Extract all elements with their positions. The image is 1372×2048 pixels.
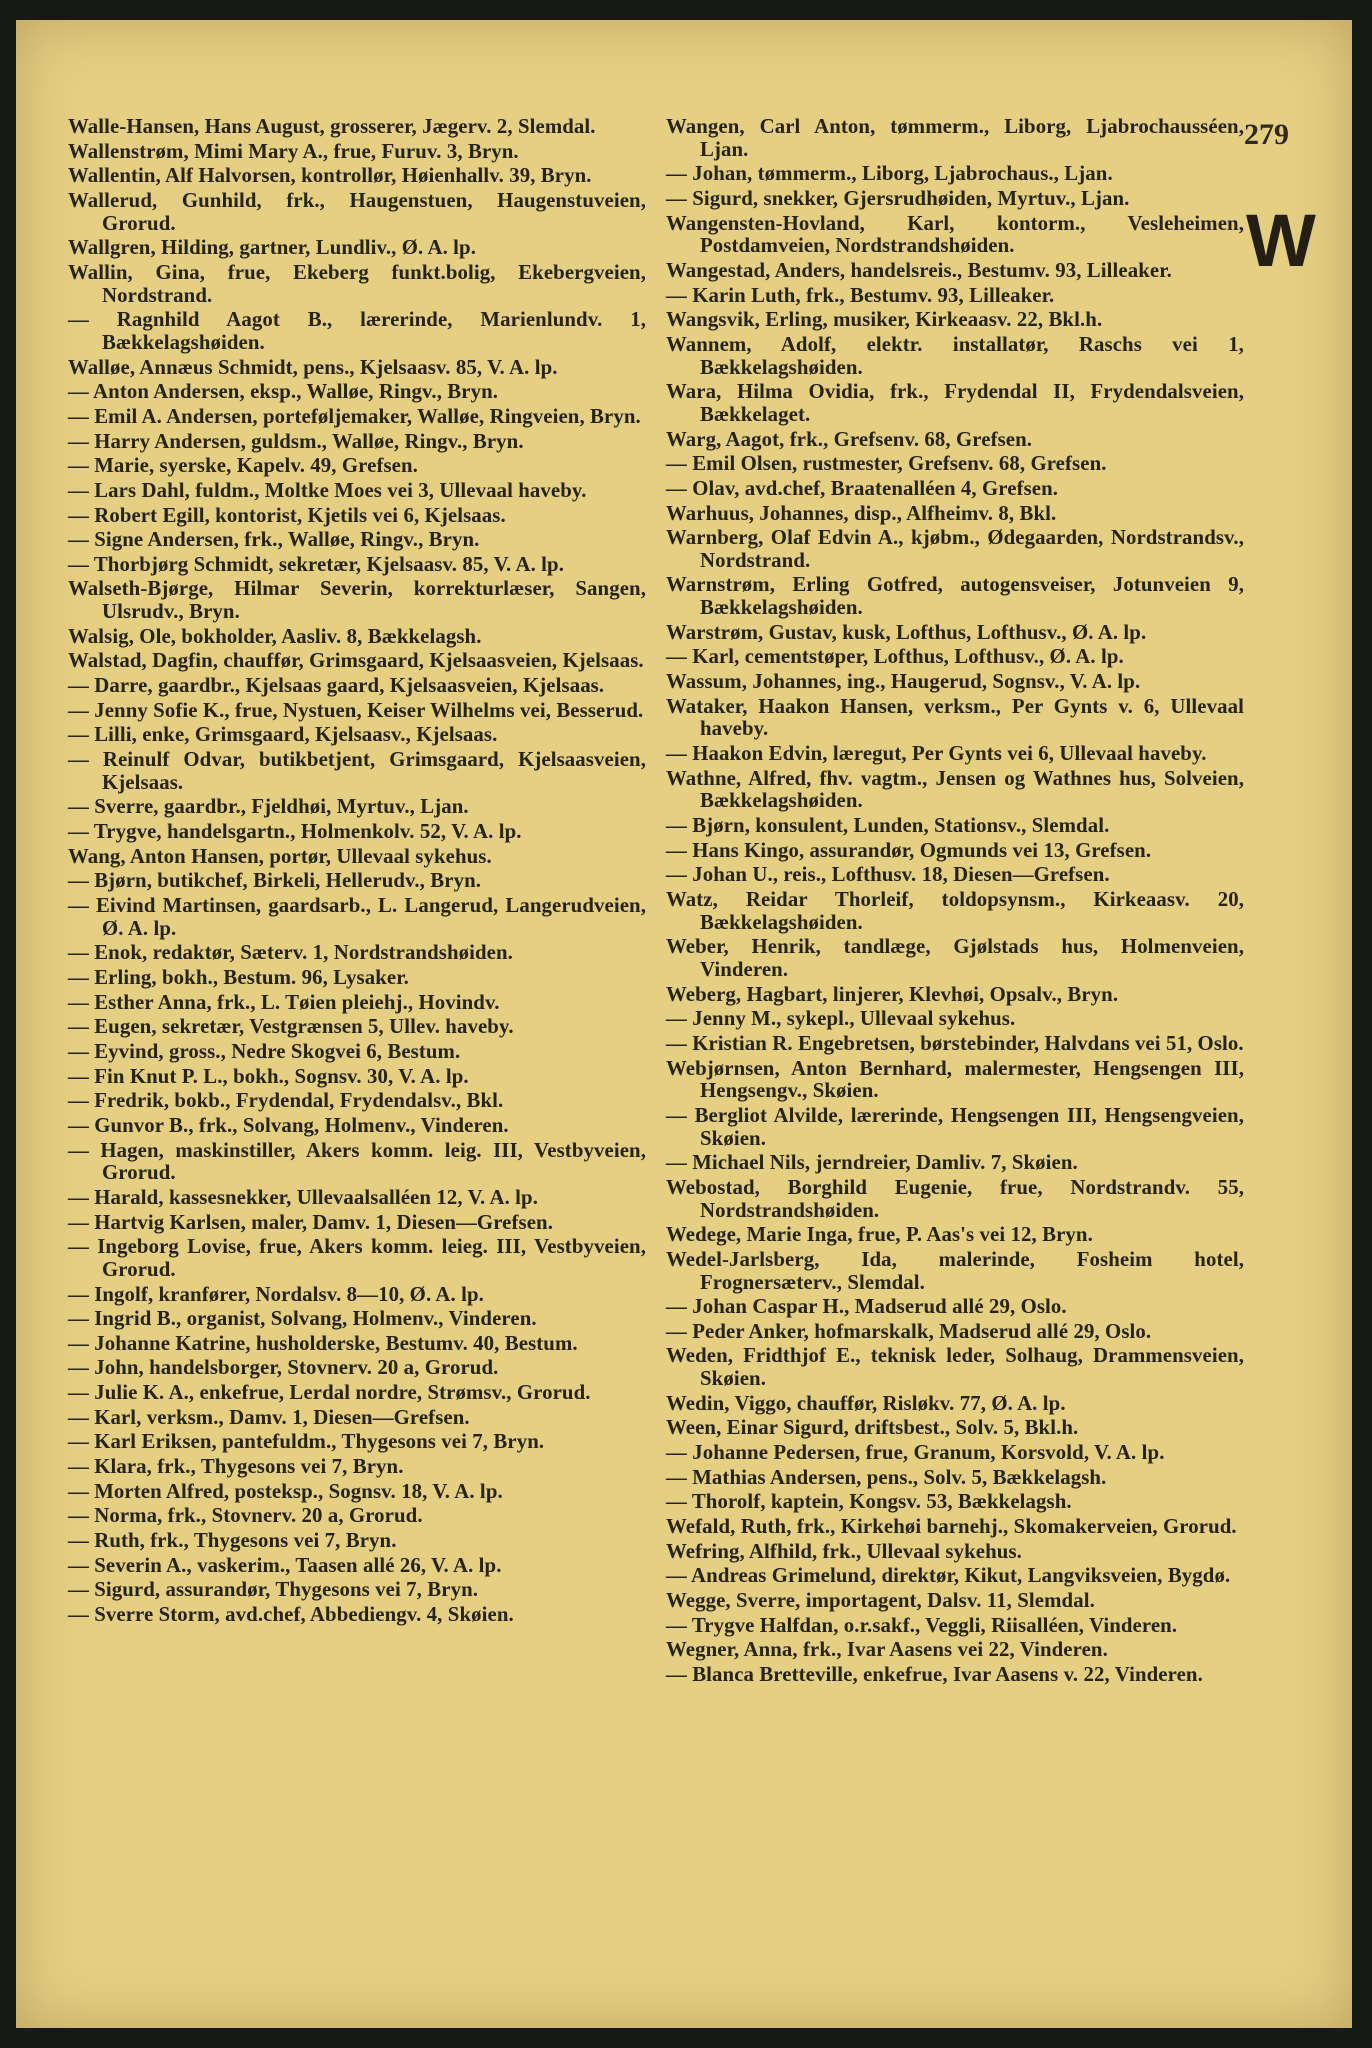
directory-entry: Ween, Einar Sigurd, driftsbest., Solv. 5, Bkl.h. [666, 1416, 1079, 1440]
directory-entry: Wegge, Sverre, importagent, Dalsv. 11, Slemdal. [666, 1589, 1095, 1613]
directory-entry: Webjørnsen, Anton Bernhard, malermester, Hengsengen III, Hengsengv., Skøien. [666, 1056, 1244, 1103]
directory-entry: — Ingolf, kranfører, Nordalsv. 8—10, Ø. A. lp. [68, 1282, 484, 1306]
directory-entry: Walsig, Ole, bokholder, Aasliv. 8, Bækkelagsh. [68, 624, 482, 648]
directory-entry: Wefring, Alfhild, frk., Ullevaal sykehus. [666, 1539, 1022, 1563]
directory-entry: Wallgren, Hilding, gartner, Lundliv., Ø. A. lp. [68, 236, 477, 260]
directory-entry: — Sverre Storm, avd.chef, Abbediengv. 4, Skøien. [68, 1603, 514, 1627]
directory-entry: — Mathias Andersen, pens., Solv. 5, Bækkelagsh. [666, 1465, 1107, 1489]
directory-entry: — Erling, bokh., Bestum. 96, Lysaker. [68, 965, 409, 989]
directory-entry: Wedin, Viggo, chauffør, Risløkv. 77, Ø. A. lp. [666, 1391, 1066, 1415]
directory-entry: Warhuus, Johannes, disp., Alfheimv. 8, Bkl. [666, 501, 1057, 525]
directory-entry: Weber, Henrik, tandlæge, Gjølstads hus, Holmenveien, Vinderen. [666, 935, 1244, 981]
directory-entry: — Jenny Sofie K., frue, Nystuen, Keiser Wilhelms vei, Besserud. [68, 698, 644, 722]
directory-entry: — Lars Dahl, fuldm., Moltke Moes vei 3, Ullevaal haveby. [68, 478, 587, 502]
directory-entry: — Michael Nils, jerndreier, Damliv. 7, Skøien. [666, 1151, 1078, 1175]
directory-entry: Walløe, Annæus Schmidt, pens., Kjelsaasv. 85, V. A. lp. [68, 355, 558, 379]
directory-entry: — Esther Anna, frk., L. Tøien pleiehj., Hovindv. [68, 990, 500, 1014]
directory-entry: — Severin A., vaskerim., Taasen allé 26, V. A. lp. [68, 1553, 502, 1577]
directory-entry: — Thorolf, kaptein, Kongsv. 53, Bækkelagsh. [666, 1490, 1072, 1514]
directory-entry: — Thorbjørg Schmidt, sekretær, Kjelsaasv. 85, V. A. lp. [68, 552, 565, 576]
directory-entry: Walle-Hansen, Hans August, grosserer, Jægerv. 2, Slemdal. [68, 115, 596, 138]
directory-entry: — Gunvor B., frk., Solvang, Holmenv., Vinderen. [68, 1113, 509, 1137]
directory-entry: — Ragnhild Aagot B., lærerinde, Marienlundv. 1, Bækkelagshøiden. [68, 308, 646, 354]
directory-entry: — Marie, syerske, Kapelv. 49, Grefsen. [68, 454, 418, 478]
directory-entry: Weberg, Hagbart, linjerer, Klevhøi, Opsalv., Bryn. [666, 982, 1119, 1006]
directory-entry: — Haakon Edvin, læregut, Per Gynts vei 6, Ullevaal haveby. [666, 742, 1207, 766]
directory-entry: — Peder Anker, hofmarskalk, Madserud allé 29, Oslo. [666, 1319, 1152, 1343]
directory-entry: — Hans Kingo, assurandør, Ogmunds vei 13, Grefsen. [666, 838, 1152, 862]
directory-entry: Wangsvik, Erling, musiker, Kirkeaasv. 22, Bkl.h. [666, 308, 1103, 332]
directory-entry: — Fredrik, bokb., Frydendal, Frydendalsv., Bkl. [68, 1089, 504, 1113]
directory-entry: Warnstrøm, Erling Gotfred, autogensveiser, Jotunveien 9, Bækkelagshøiden. [666, 573, 1244, 620]
directory-entry: — Karl, cementstøper, Lofthus, Lofthusv., Ø. A. lp. [666, 645, 1124, 669]
directory-entry: Wannem, Adolf, elektr. installatør, Raschs vei 1, Bækkelagshøiden. [666, 332, 1244, 379]
directory-entry: — Ruth, frk., Thygesons vei 7, Bryn. [68, 1529, 397, 1553]
directory-entry: — Johanne Katrine, husholderske, Bestumv. 40, Bestum. [68, 1331, 578, 1355]
directory-entry: Warg, Aagot, frk., Grefsenv. 68, Grefsen. [666, 427, 1033, 451]
directory-entry: — Kristian R. Engebretsen, børstebinder, Halvdans vei 51, Oslo. [666, 1031, 1244, 1055]
directory-entry: — Klara, frk., Thygesons vei 7, Bryn. [68, 1455, 404, 1479]
directory-entry: — Jenny M., sykepl., Ullevaal sykehus. [666, 1007, 1016, 1031]
directory-entry: Walseth-Bjørge, Hilmar Severin, korrekturlæser, Sangen, Ulsrudv., Bryn. [68, 577, 646, 624]
directory-entry: Wangestad, Anders, handelsreis., Bestumv. 93, Lilleaker. [666, 258, 1172, 282]
directory-entry: — Darre, gaardbr., Kjelsaas gaard, Kjelsaasveien, Kjelsaas. [68, 674, 605, 698]
directory-entry: — Eugen, sekretær, Vestgrænsen 5, Ullev. haveby. [68, 1015, 514, 1039]
directory-entry: — Karin Luth, frk., Bestumv. 93, Lilleaker. [666, 283, 1055, 307]
directory-entry: — Trygve, handelsgartn., Holmenkolv. 52, V. A. lp. [68, 820, 522, 844]
directory-entry: — Hagen, maskinstiller, Akers komm. leig. III, Vestbyveien, Grorud. [68, 1138, 646, 1185]
directory-entry: — Robert Egill, kontorist, Kjetils vei 6, Kjelsaas. [68, 503, 506, 527]
directory-entry: Walstad, Dagfin, chauffør, Grimsgaard, Kjelsaasveien, Kjelsaas. [68, 649, 644, 673]
directory-entry: Wangensten-Hovland, Karl, kontorm., Vesleheimen, Postdamveien, Nordstrandshøiden. [666, 211, 1244, 258]
directory-entry: — Bjørn, konsulent, Lunden, Stationsv., Slemdal. [666, 814, 1110, 838]
directory-entry: Weden, Fridthjof E., teknisk leder, Solhaug, Drammensveien, Skøien. [666, 1344, 1244, 1391]
directory-entry: — Bjørn, butikchef, Birkeli, Hellerudv., Bryn. [68, 869, 482, 893]
directory-entry: — Trygve Halfdan, o.r.sakf., Veggli, Riisalléen, Vinderen. [666, 1613, 1178, 1637]
directory-entry: Wallentin, Alf Halvorsen, kontrollør, Høienhallv. 39, Bryn. [68, 164, 592, 188]
directory-entry: — Enok, redaktør, Sæterv. 1, Nordstrandshøiden. [68, 941, 513, 965]
directory-entry: Wallenstrøm, Mimi Mary A., frue, Furuv. 3, Bryn. [68, 139, 519, 163]
directory-entry: Wassum, Johannes, ing., Haugerud, Sognsv., V. A. lp. [666, 670, 1141, 694]
directory-entry: Wangen, Carl Anton, tømmerm., Liborg, Ljabrochausséen, Ljan. [666, 115, 1244, 161]
directory-entry: Wedege, Marie Inga, frue, P. Aas's vei 12, Bryn. [666, 1223, 1093, 1247]
directory-page [16, 20, 1352, 2028]
directory-entry: — Karl Eriksen, pantefuldm., Thygesons vei 7, Bryn. [68, 1430, 545, 1454]
directory-entry: Wathne, Alfred, fhv. vagtm., Jensen og Wathnes hus, Solveien, Bækkelagshøiden. [666, 766, 1244, 813]
directory-entry: — Emil Olsen, rustmester, Grefsenv. 68, Grefsen. [666, 452, 1107, 476]
directory-entry: Webostad, Borghild Eugenie, frue, Nordstrandv. 55, Nordstrandshøiden. [666, 1175, 1244, 1222]
directory-entry: — Sverre, gaardbr., Fjeldhøi, Myrtuv., Ljan. [68, 795, 469, 819]
directory-entry: Watz, Reidar Thorleif, toldopsynsm., Kirkeaasv. 20, Bækkelagshøiden. [666, 888, 1244, 934]
directory-entry: Wara, Hilma Ovidia, frk., Frydendal II, Frydendalsveien, Bækkelaget. [666, 380, 1244, 426]
directory-entry: Wataker, Haakon Hansen, verksm., Per Gynts v. 6, Ullevaal haveby. [666, 694, 1244, 741]
directory-entry: — Johan U., reis., Lofthusv. 18, Diesen—Grefsen. [666, 863, 1110, 887]
directory-entry: — John, handelsborger, Stovnerv. 20 a, Grorud. [68, 1356, 499, 1380]
directory-entry: — Fin Knut P. L., bokh., Sognsv. 30, V. A. lp. [68, 1064, 469, 1088]
directory-entry: — Anton Andersen, eksp., Walløe, Ringv., Bryn. [68, 380, 499, 404]
directory-entry: Wang, Anton Hansen, portør, Ullevaal sykehus. [68, 844, 492, 868]
directory-entry: Wedel-Jarlsberg, Ida, malerinde, Fosheim hotel, Frognersæterv., Slemdal. [666, 1247, 1244, 1294]
directory-entry: Wallin, Gina, frue, Ekeberg funkt.bolig, Ekebergveien, Nordstrand. [68, 260, 646, 307]
directory-entry: — Eyvind, gross., Nedre Skogvei 6, Bestum. [68, 1039, 461, 1063]
directory-entry: — Sigurd, assurandør, Thygesons vei 7, Bryn. [68, 1578, 479, 1602]
directory-entry: — Harald, kassesnekker, Ullevaalsalléen 12, V. A. lp. [68, 1185, 539, 1209]
directory-entry: — Eivind Martinsen, gaardsarb., L. Langerud, Langerudveien, Ø. A. lp. [68, 894, 646, 940]
directory-entry: Warnberg, Olaf Edvin A., kjøbm., Ødegaarden, Nordstrandsv., Nordstrand. [666, 526, 1244, 572]
directory-entry: — Emil A. Andersen, porteføljemaker, Walløe, Ringveien, Bryn. [68, 404, 641, 428]
directory-entry: — Signe Andersen, frk., Walløe, Ringv., Bryn. [68, 528, 480, 552]
directory-entry: — Hartvig Karlsen, maler, Damv. 1, Diesen—Grefsen. [68, 1210, 554, 1234]
directory-entry: — Reinulf Odvar, butikbetjent, Grimsgaard, Kjelsaasveien, Kjelsaas. [68, 748, 646, 794]
directory-entry: — Lilli, enke, Grimsgaard, Kjelsaasv., Kjelsaas. [68, 723, 498, 747]
directory-entry: — Johanne Pedersen, frue, Granum, Korsvold, V. A. lp. [666, 1441, 1165, 1465]
directory-entry: Wegner, Anna, frk., Ivar Aasens vei 22, Vinderen. [666, 1638, 1108, 1662]
page-number: 279 [1244, 118, 1289, 151]
directory-entry: — Ingeborg Lovise, frue, Akers komm. leieg. III, Vestbyveien, Grorud. [68, 1235, 646, 1281]
directory-entry: — Blanca Bretteville, enkefrue, Ivar Aasens v. 22, Vinderen. [666, 1663, 1203, 1686]
section-letter: W [1246, 199, 1316, 282]
directory-entry: — Harry Andersen, guldsm., Walløe, Ringv., Bryn. [68, 429, 524, 453]
directory-entry: Warstrøm, Gustav, kusk, Lofthus, Lofthusv., Ø. A. lp. [666, 620, 1147, 644]
directory-entry: — Julie K. A., enkefrue, Lerdal nordre, Strømsv., Grorud. [68, 1381, 591, 1405]
directory-entry: — Norma, frk., Stovnerv. 20 a, Grorud. [68, 1504, 423, 1528]
directory-entry: — Johan, tømmerm., Liborg, Ljabrochaus., Ljan. [666, 162, 1113, 186]
directory-entry: — Karl, verksm., Damv. 1, Diesen—Grefsen. [68, 1405, 470, 1429]
directory-entry: — Morten Alfred, posteksp., Sognsv. 18, V. A. lp. [68, 1479, 503, 1503]
directory-entry: — Ingrid B., organist, Solvang, Holmenv., Vinderen. [68, 1307, 537, 1331]
directory-entry: — Andreas Grimelund, direktør, Kikut, Langviksveien, Bygdø. [666, 1564, 1231, 1588]
directory-entry: Wallerud, Gunhild, frk., Haugenstuen, Haugenstuveien, Grorud. [68, 188, 646, 235]
directory-entry: — Olav, avd.chef, Braatenalléen 4, Grefsen. [666, 476, 1059, 500]
directory-entry: Wefald, Ruth, frk., Kirkehøi barnehj., Skomakerveien, Grorud. [666, 1515, 1237, 1539]
right-column [666, 116, 1244, 1689]
directory-entry: — Sigurd, snekker, Gjersrudhøiden, Myrtuv., Ljan. [666, 186, 1130, 210]
directory-entry: — Johan Caspar H., Madserud allé 29, Oslo. [666, 1295, 1067, 1319]
left-column [68, 116, 646, 1629]
directory-entry: — Bergliot Alvilde, lærerinde, Hengsengen III, Hengsengveien, Skøien. [666, 1103, 1244, 1150]
